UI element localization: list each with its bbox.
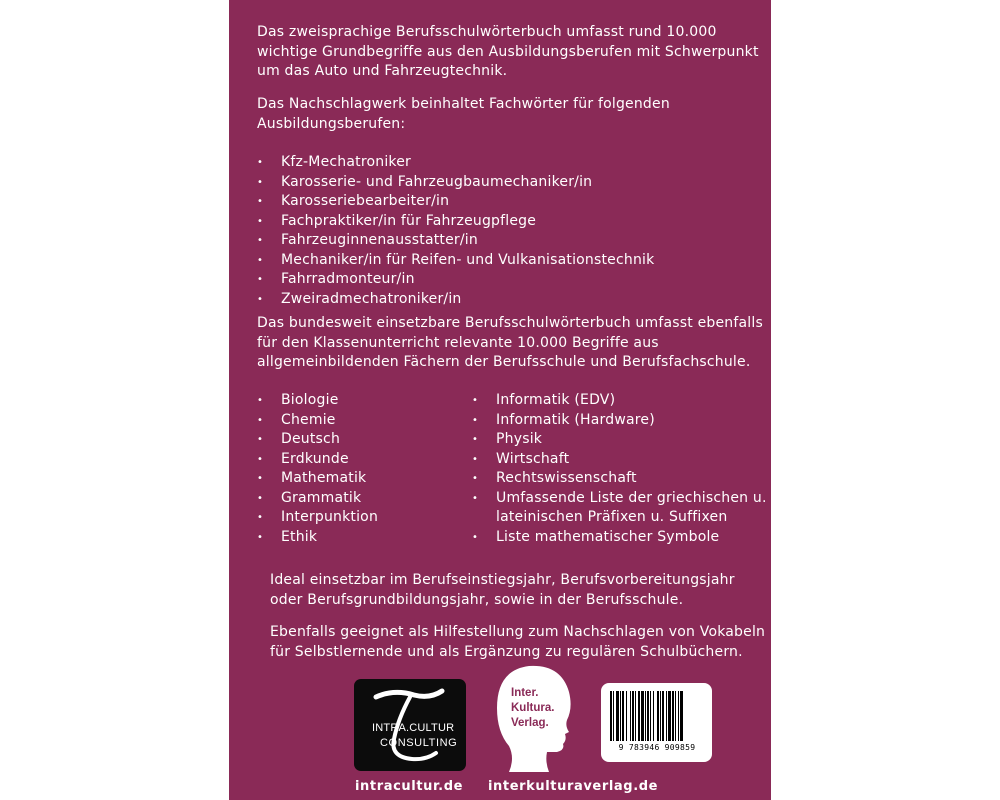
list-item: • Fahrzeuginnenausstatter/in — [257, 231, 757, 251]
list-item: • Umfassende Liste der griechischen u. lateinischen Präfixen u. Suffixen — [472, 489, 768, 528]
list-item: • Ethik — [257, 528, 457, 548]
barcode-icon — [609, 691, 704, 743]
list-item: • Fahrradmonteur/in — [257, 270, 757, 290]
list-item: • Karosserie- und Fahrzeugbaumechaniker/in — [257, 173, 757, 193]
verlag-logo-line1: Inter. — [511, 687, 539, 699]
list-item: • Erdkunde — [257, 450, 457, 470]
usage-paragraph-2: Ebenfalls geeignet als Hilfestellung zum Nachschlagen von Vokabeln für Selbstlernende und als Ergänzung zu regulären Schulbüchern. — [270, 624, 766, 660]
list-item: • Karosseriebearbeiter/in — [257, 192, 757, 212]
list-item: • Rechtswissenschaft — [472, 469, 768, 489]
professions-list — [257, 153, 757, 309]
list-item: • Fachpraktiker/in für Fahrzeugpflege — [257, 212, 757, 232]
book-back-cover — [229, 0, 771, 800]
isbn-barcode — [601, 683, 712, 762]
list-item: • Wirtschaft — [472, 450, 768, 470]
list-item: • Mathematik — [257, 469, 457, 489]
list-item: • Zweiradmechatroniker/in — [257, 290, 757, 310]
list-item: • Liste mathematischer Symbole — [472, 528, 768, 548]
list-item: • Informatik (EDV) — [472, 391, 768, 411]
list-item: • Interpunktion — [257, 508, 457, 528]
list-item: • Physik — [472, 430, 768, 450]
subjects-list-right — [472, 391, 768, 547]
subjects-list-left — [257, 391, 457, 547]
intro-paragraph: Das zweisprachige Berufsschulwörterbuch umfasst rund 10.000 wichtige Grundbegriffe aus den Ausbildungsberufen mit Schwerpunkt um das Auto und Fahrzeugtechnik. — [257, 24, 759, 79]
list-item: • Informatik (Hardware) — [472, 411, 768, 431]
intracultur-url[interactable]: intracultur.de — [355, 779, 464, 794]
list-item: • Deutsch — [257, 430, 457, 450]
list-item: • Kfz-Mechatroniker — [257, 153, 757, 173]
list-item: • Biologie — [257, 391, 457, 411]
usage-paragraph: Ideal einsetzbar im Berufseinstiegsjahr, Berufsvorbereitungsjahr oder Berufsgrundbildungsjahr, sowie in der Berufsschule. — [270, 572, 735, 608]
verlag-logo-line2: Kultura. — [511, 702, 555, 714]
list-item: • Grammatik — [257, 489, 457, 509]
professions-intro: Das Nachschlagwerk beinhaltet Fachwörter für folgenden Ausbildungsberufen: — [257, 96, 670, 132]
verlag-logo-line3: Verlag. — [511, 717, 549, 729]
intra-cultur-logo — [354, 679, 466, 771]
intra-logo-line2: CONSULTING — [380, 737, 458, 749]
barcode-number: 9 783946 909859 — [618, 743, 696, 752]
list-item: • Mechaniker/in für Reifen- und Vulkanisationstechnik — [257, 251, 757, 271]
subjects-intro: Das bundesweit einsetzbare Berufsschulwörterbuch umfasst ebenfalls für den Klassenunterricht relevante 10.000 Begriffe aus allgemeinbildenden Fächern der Berufsschule und Berufsfachschule. — [257, 315, 763, 370]
interkultura-verlag-logo — [491, 662, 577, 774]
intra-logo-line1: INTRA.CULTUR — [372, 722, 455, 734]
list-item: • Chemie — [257, 411, 457, 431]
interkulturaverlag-url[interactable]: interkulturaverlag.de — [488, 779, 659, 794]
